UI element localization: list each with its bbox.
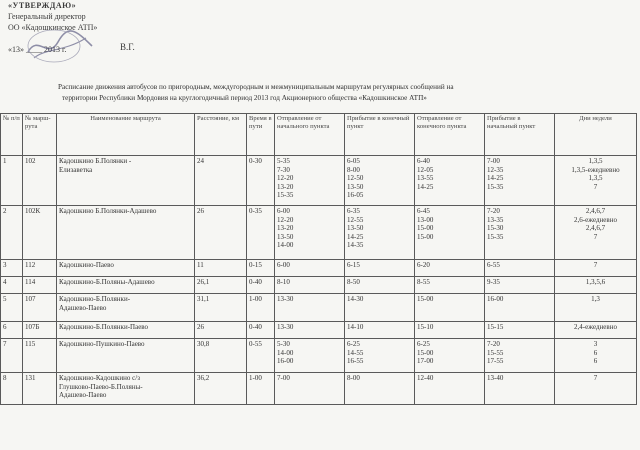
cell-distance: 31,1 xyxy=(195,294,247,322)
cell-days: 1,3,5 1,3,5-ежедневно 1,3,5 7 xyxy=(555,156,637,206)
title-line-1: Расписание движения автобусов по пригородным, междугородным и межмуниципальным маршрутам регулярных сообщений на xyxy=(58,83,454,91)
cell-route-no: 114 xyxy=(23,277,57,294)
document-title xyxy=(58,82,628,104)
cell-dep-start: 8-10 xyxy=(275,277,345,294)
cell-route-no: 131 xyxy=(23,373,57,405)
table-row xyxy=(1,156,637,206)
cell-route-name: Кадошкино-Б.Поляны-Адашево xyxy=(57,277,195,294)
cell-days: 1,3,5,6 xyxy=(555,277,637,294)
cell-dep-end: 12-40 xyxy=(415,373,485,405)
cell-route-name: Кадошкино-Паево xyxy=(57,260,195,277)
cell-arr-start: 6-55 xyxy=(485,260,555,277)
cell-distance: 26 xyxy=(195,322,247,339)
cell-route-no: 102К xyxy=(23,206,57,260)
cell-route-name: Кадошкино Б.Полянки-Адашево xyxy=(57,206,195,260)
cell-num: 5 xyxy=(1,294,23,322)
cell-distance: 11 xyxy=(195,260,247,277)
cell-dep-end: 6-40 12-05 13-55 14-25 xyxy=(415,156,485,206)
title-line-2: территории Республики Мордовия на круглогодичный период 2013 год Акционерного общества «Кадошкинское АТП» xyxy=(62,94,427,102)
table-row xyxy=(1,373,637,405)
cell-days: 7 xyxy=(555,260,637,277)
header-days: Дни недели xyxy=(555,114,637,156)
cell-arr-start: 16-00 xyxy=(485,294,555,322)
header-arr-end: Прибытие в конечный пункт xyxy=(345,114,415,156)
cell-num: 6 xyxy=(1,322,23,339)
cell-arr-start: 13-40 xyxy=(485,373,555,405)
cell-arr-start: 15-15 xyxy=(485,322,555,339)
cell-route-no: 112 xyxy=(23,260,57,277)
cell-duration: 0-15 xyxy=(247,260,275,277)
table-header-row xyxy=(1,114,637,156)
cell-arr-start: 7-20 13-35 15-30 15-35 xyxy=(485,206,555,260)
table-row xyxy=(1,277,637,294)
cell-dep-end: 8-55 xyxy=(415,277,485,294)
cell-num: 8 xyxy=(1,373,23,405)
cell-arr-start: 7-20 15-55 17-55 xyxy=(485,339,555,373)
cell-duration: 0-30 xyxy=(247,156,275,206)
cell-num: 2 xyxy=(1,206,23,260)
cell-arr-start: 7-00 12-35 14-25 15-35 xyxy=(485,156,555,206)
cell-duration: 1-00 xyxy=(247,294,275,322)
cell-days: 7 xyxy=(555,373,637,405)
cell-arr-start: 9-35 xyxy=(485,277,555,294)
cell-num: 1 xyxy=(1,156,23,206)
cell-dep-end: 6-25 15-00 17-00 xyxy=(415,339,485,373)
header-arr-start: Прибытие в начальный пункт xyxy=(485,114,555,156)
cell-arr-end: 6-15 xyxy=(345,260,415,277)
cell-distance: 26 xyxy=(195,206,247,260)
cell-dep-start: 7-00 xyxy=(275,373,345,405)
cell-dep-start: 5-30 14-00 16-00 xyxy=(275,339,345,373)
cell-dep-start: 6-00 12-20 13-20 13-50 14-00 xyxy=(275,206,345,260)
cell-route-no: 115 xyxy=(23,339,57,373)
cell-duration: 0-35 xyxy=(247,206,275,260)
table-row xyxy=(1,339,637,373)
cell-distance: 26,1 xyxy=(195,277,247,294)
cell-arr-end: 8-00 xyxy=(345,373,415,405)
cell-days: 3 6 6 xyxy=(555,339,637,373)
approval-heading: «УТВЕРЖДАЮ» xyxy=(8,1,77,10)
cell-dep-start: 5-35 7-30 12-20 13-20 15-35 xyxy=(275,156,345,206)
cell-duration: 0-40 xyxy=(247,277,275,294)
cell-arr-end: 6-05 8-00 12-50 13-50 16-05 xyxy=(345,156,415,206)
cell-arr-end: 6-35 12-55 13-50 14-25 14-35 xyxy=(345,206,415,260)
approval-position: Генеральный директор xyxy=(8,12,86,21)
cell-days: 2,4,6,7 2,6-ежедневно 2,4,6,7 7 xyxy=(555,206,637,260)
header-num: № п/п xyxy=(1,114,23,156)
cell-duration: 0-40 xyxy=(247,322,275,339)
cell-dep-end: 15-00 xyxy=(415,294,485,322)
approval-signatory: В.Г. xyxy=(120,42,135,52)
signature-scribble xyxy=(24,22,96,66)
approval-date: «13» ____ 2013 г. xyxy=(8,45,67,54)
header-dep-start: Отправление от начального пункта xyxy=(275,114,345,156)
cell-num: 4 xyxy=(1,277,23,294)
header-dep-end: Отправление от конечного пункта xyxy=(415,114,485,156)
header-route-name: Наименование маршрута xyxy=(57,114,195,156)
cell-dep-start: 13-30 xyxy=(275,294,345,322)
cell-distance: 24 xyxy=(195,156,247,206)
header-duration: Время в пути xyxy=(247,114,275,156)
table-row xyxy=(1,260,637,277)
cell-dep-start: 6-00 xyxy=(275,260,345,277)
cell-duration: 0-55 xyxy=(247,339,275,373)
cell-arr-end: 14-10 xyxy=(345,322,415,339)
cell-route-name: Кадошкино-Б.Полянки- Адашево-Паево xyxy=(57,294,195,322)
table-row xyxy=(1,322,637,339)
header-distance: Расстояние, км xyxy=(195,114,247,156)
table-row xyxy=(1,206,637,260)
cell-route-no: 107Б xyxy=(23,322,57,339)
approval-company: ОО «Кадошкинское АТП» xyxy=(8,23,98,32)
cell-distance: 30,8 xyxy=(195,339,247,373)
cell-route-name: Кадошкино-Б.Полянки-Паево xyxy=(57,322,195,339)
cell-route-name: Кадошкино-Кадошкино с/з Глушково-Паево-Б.Поляны- Адашево-Паево xyxy=(57,373,195,405)
cell-dep-start: 13-30 xyxy=(275,322,345,339)
cell-route-no: 107 xyxy=(23,294,57,322)
cell-days: 1,3 xyxy=(555,294,637,322)
cell-num: 3 xyxy=(1,260,23,277)
cell-dep-end: 15-10 xyxy=(415,322,485,339)
cell-num: 7 xyxy=(1,339,23,373)
cell-route-name: Кадошкино-Пушкино-Паево xyxy=(57,339,195,373)
cell-route-no: 102 xyxy=(23,156,57,206)
cell-duration: 1-00 xyxy=(247,373,275,405)
cell-arr-end: 14-30 xyxy=(345,294,415,322)
cell-distance: 36,2 xyxy=(195,373,247,405)
cell-dep-end: 6-20 xyxy=(415,260,485,277)
cell-route-name: Кадошкино Б.Полянки - Елизаветка xyxy=(57,156,195,206)
cell-arr-end: 8-50 xyxy=(345,277,415,294)
cell-dep-end: 6-45 13-00 15-00 15-00 xyxy=(415,206,485,260)
schedule-table xyxy=(0,113,637,405)
table-row xyxy=(1,294,637,322)
header-route-no: № марш-рута xyxy=(23,114,57,156)
cell-arr-end: 6-25 14-55 16-55 xyxy=(345,339,415,373)
cell-days: 2,4-ежедневно xyxy=(555,322,637,339)
